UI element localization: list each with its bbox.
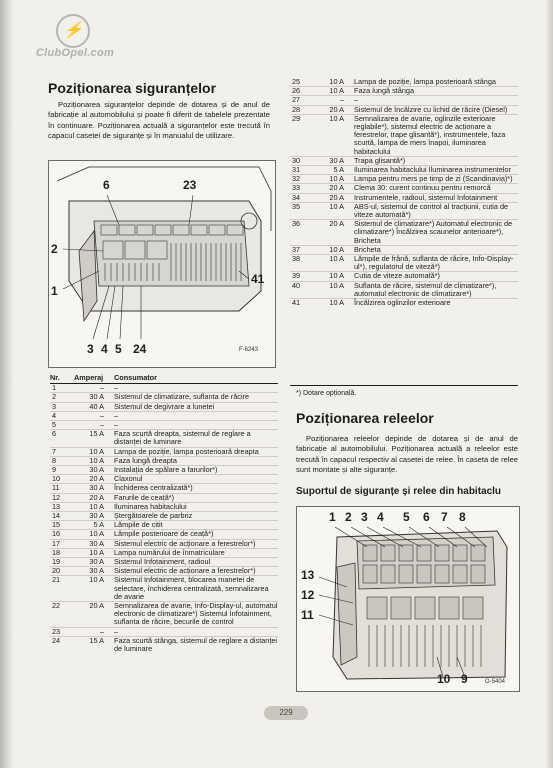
fuse-consumer: Sistemul de încălzire cu lichid de răcire (Diesel) bbox=[354, 105, 518, 114]
fuse-consumer: Sistemul de climatizare*) Automatul electronic de climatizare*) Încălzirea scaunelor anterioare*), Bricheta bbox=[354, 220, 518, 246]
fuse-number: 20 bbox=[50, 567, 74, 576]
fuse-consumer: Instalația de spălare a farurilor*) bbox=[114, 466, 278, 475]
fuse-number: 10 bbox=[50, 475, 74, 484]
fuse-row bbox=[290, 281, 518, 298]
fuse-callout-23: 23 bbox=[183, 178, 197, 192]
fuse-number: 19 bbox=[50, 558, 74, 567]
fuse-row bbox=[290, 299, 518, 308]
fuse-amperage: 10 A bbox=[74, 456, 114, 465]
fuse-amperage: 10 A bbox=[314, 299, 354, 308]
fuse-consumer: Faza lungă stânga bbox=[354, 87, 518, 96]
fuse-number: 1 bbox=[52, 383, 57, 393]
watermark-text: ClubOpel.com bbox=[35, 47, 115, 59]
fuse-number: 35 bbox=[290, 202, 314, 219]
fuse-amperage: 30 A bbox=[74, 512, 114, 521]
relay-callout-12: 12 bbox=[301, 588, 315, 602]
fuse-amperage: 15 A bbox=[74, 636, 114, 653]
fuse-consumer: – bbox=[114, 627, 278, 636]
fuse-number: 27 bbox=[290, 96, 314, 105]
column-header-consumator: Consumator bbox=[114, 374, 278, 384]
fuse-consumer: – bbox=[354, 96, 518, 105]
relay-intro-text: Poziționarea releelor depinde de dotarea și de anul de fabricație al automobilului. Poziționarea actuală a releelor este trecută în capacul respectiv al casetei de relee. În caseta de relee sunt montate și alte siguranțe. bbox=[296, 434, 518, 474]
fuse-amperage: 40 A bbox=[74, 402, 114, 411]
fuse-amperage: 10 A bbox=[314, 272, 354, 281]
fuse-number: 39 bbox=[290, 272, 314, 281]
fuse-row bbox=[50, 602, 278, 628]
fuse-row bbox=[290, 202, 518, 219]
fuse-number: 25 bbox=[292, 77, 301, 86]
fuse-row bbox=[50, 393, 278, 402]
fuse-callout-1: 1 bbox=[51, 284, 58, 298]
fuse-amperage: 30 A bbox=[74, 484, 114, 493]
fuse-consumer: Sistemul electric de acționare a ferestrelor*) bbox=[114, 539, 278, 548]
fuse-amperage: 20 A bbox=[314, 184, 354, 193]
fuse-amperage: 20 A bbox=[314, 193, 354, 202]
fuse-consumer: ABS-ul, sistemul de control al tracțiunii, cutia de viteze automată*) bbox=[354, 202, 518, 219]
fuse-row bbox=[50, 539, 278, 548]
relay-callout-4: 4 bbox=[377, 510, 384, 524]
fuse-number: 15 bbox=[50, 521, 74, 530]
fuse-row bbox=[290, 96, 518, 105]
fuse-number: 28 bbox=[290, 105, 314, 114]
fuse-consumer: Suflanta de răcire, sistemul de climatizare*), automatul electronic de climatizare*) bbox=[354, 281, 518, 298]
fuse-consumer: Cutia de viteze automată*) bbox=[354, 272, 518, 281]
fuse-consumer: Sistemul electric de acționare a ferestrelor*) bbox=[114, 567, 278, 576]
fuse-consumer: Claxonul bbox=[114, 475, 278, 484]
fuse-amperage: 20 A bbox=[74, 493, 114, 502]
fuse-row bbox=[50, 636, 278, 653]
fuse-box-drawing bbox=[49, 161, 275, 367]
fuse-number: 37 bbox=[290, 245, 314, 254]
page-edge bbox=[545, 0, 553, 768]
fuse-consumer: Încălzirea oglinzilor exterioare bbox=[354, 299, 518, 308]
column-header-nr: Nr. bbox=[50, 374, 74, 384]
fuse-number: 38 bbox=[290, 255, 314, 272]
fuse-number: 33 bbox=[290, 184, 314, 193]
relay-callout-8: 8 bbox=[459, 510, 466, 524]
fuse-number: 29 bbox=[290, 114, 314, 156]
fuse-number: 9 bbox=[50, 466, 74, 475]
fuse-amperage: 10 A bbox=[314, 281, 354, 298]
fuse-row bbox=[50, 402, 278, 411]
fuse-row bbox=[290, 255, 518, 272]
fuse-consumer: Clema 30: curent continuu pentru remorcă bbox=[354, 184, 518, 193]
fuse-consumer: Închiderea centralizată*) bbox=[114, 484, 278, 493]
fuse-intro-text: Poziționarea siguranțelor depinde de dotarea și de anul de fabricație al automobilului și poate fi diferit de tabelele prezentate în continuare. Poziționarea actuală a siguranțelor este trecută în capacul casetei de siguranțe și în manualul de utilizare. bbox=[48, 100, 270, 140]
fuse-amperage: 20 A bbox=[74, 475, 114, 484]
fuse-callout-5: 5 bbox=[115, 342, 122, 356]
fuse-amperage: 20 A bbox=[314, 220, 354, 246]
fuse-number: 24 bbox=[50, 636, 74, 653]
fuse-consumer: Lampa de poziție, lampa posterioară stânga bbox=[354, 77, 496, 86]
fuse-consumer: Sistemul Infotainment, blocarea manetei de selectare, închiderea centralizată, semnalizarea de avarie bbox=[114, 576, 278, 602]
fuse-amperage: 10 A bbox=[314, 175, 354, 184]
fuse-consumer: – bbox=[114, 411, 278, 420]
fuse-amperage: – bbox=[74, 421, 114, 430]
fuse-consumer: Instrumentele, radioul, sistemul Infotainment bbox=[354, 193, 518, 202]
fuse-row bbox=[290, 114, 518, 156]
fuse-row bbox=[50, 411, 278, 420]
fuse-amperage: 10 A bbox=[314, 87, 354, 96]
fuse-number: 31 bbox=[290, 166, 314, 175]
fuse-consumer: – bbox=[114, 421, 278, 430]
fuse-callout-4: 4 bbox=[101, 342, 108, 356]
fuse-figure-code: F-6243 bbox=[239, 347, 259, 353]
fuse-number: 17 bbox=[50, 539, 74, 548]
fuse-callout-24: 24 bbox=[133, 342, 147, 356]
fuse-amperage: 10 A bbox=[314, 114, 354, 156]
fuse-consumer: Iluminarea habitaclului Iluminarea instrumentelor bbox=[354, 166, 518, 175]
fuse-consumer: Sistemul Infotainment, radioul bbox=[114, 558, 278, 567]
fuse-amperage: 15 A bbox=[74, 430, 114, 447]
fuse-number: 6 bbox=[50, 430, 74, 447]
fuse-table-left bbox=[50, 374, 278, 653]
relay-callout-1: 1 bbox=[329, 510, 336, 524]
relay-callout-5: 5 bbox=[403, 510, 410, 524]
relay-callout-13: 13 bbox=[301, 568, 315, 582]
fuse-amperage: 10 A bbox=[329, 77, 344, 86]
fuse-consumer: Bricheta bbox=[354, 245, 518, 254]
fuse-consumer: Sistemul de degivrare a lunetei bbox=[114, 402, 278, 411]
relay-callout-3: 3 bbox=[361, 510, 368, 524]
relay-callout-9: 9 bbox=[461, 672, 468, 686]
fuse-row bbox=[50, 530, 278, 539]
fuse-row bbox=[290, 272, 518, 281]
fuse-amperage: 30 A bbox=[74, 466, 114, 475]
fuse-consumer: Semnalizarea de avarie, oglinzile exterioare reglabile*), sistemul electric de acționare a ferestrelor, trape glisantă*), instrumentele, faza scurtă, lampa de mers înapoi, iluminarea habitaclului bbox=[354, 114, 518, 156]
fuse-consumer: Ștergătoarele de parbriz bbox=[114, 512, 278, 521]
relay-section-title: Poziționarea releelor bbox=[296, 410, 434, 426]
fuse-consumer: Lămpile de citit bbox=[114, 521, 278, 530]
fuse-row bbox=[50, 627, 278, 636]
fuse-consumer: Lămpile de frână, suflanta de răcire, Info-Display-ul*), regulatorul de viteză*) bbox=[354, 255, 518, 272]
fuse-row bbox=[290, 105, 518, 114]
fuse-number: 22 bbox=[50, 602, 74, 628]
fuse-amperage: 30 A bbox=[314, 156, 354, 165]
clubopel-watermark bbox=[20, 14, 130, 64]
optional-footnote: *) Dotare opțională. bbox=[296, 390, 357, 397]
fuse-row bbox=[50, 493, 278, 502]
fuse-amperage: 20 A bbox=[314, 105, 354, 114]
fuse-amperage: 5 A bbox=[314, 166, 354, 175]
fuse-table-left-body bbox=[50, 384, 278, 654]
fuse-amperage: 10 A bbox=[314, 245, 354, 254]
relay-callout-6: 6 bbox=[423, 510, 430, 524]
relay-box-figure bbox=[296, 506, 520, 692]
fuse-callout-41: 41 bbox=[251, 272, 265, 286]
fuse-table-right bbox=[290, 78, 518, 307]
fuse-consumer: – bbox=[114, 383, 119, 393]
fuse-row bbox=[50, 512, 278, 521]
fuse-amperage: 10 A bbox=[74, 530, 114, 539]
fuse-amperage: 10 A bbox=[314, 255, 354, 272]
fuse-number: 16 bbox=[50, 530, 74, 539]
fuse-number: 40 bbox=[290, 281, 314, 298]
relay-figure-code: O-5404 bbox=[485, 679, 506, 685]
fuse-row bbox=[50, 576, 278, 602]
fuse-row bbox=[50, 466, 278, 475]
fuse-amperage: 10 A bbox=[74, 548, 114, 557]
fuse-amperage: – bbox=[74, 627, 114, 636]
fuse-number: 13 bbox=[50, 502, 74, 511]
fuse-number: 18 bbox=[50, 548, 74, 557]
fuse-callout-2: 2 bbox=[51, 242, 58, 256]
fuse-number: 26 bbox=[290, 87, 314, 96]
fuse-number: 3 bbox=[50, 402, 74, 411]
fuse-amperage: 10 A bbox=[74, 576, 114, 602]
fuse-number: 7 bbox=[50, 447, 74, 456]
fuse-amperage: – bbox=[99, 383, 104, 393]
fuse-section-title: Poziționarea siguranțelor bbox=[48, 80, 217, 96]
fuse-row bbox=[50, 484, 278, 493]
relay-callout-11: 11 bbox=[301, 608, 314, 622]
fuse-table-right-body bbox=[290, 78, 518, 307]
fuse-row bbox=[50, 447, 278, 456]
fuse-amperage: 20 A bbox=[74, 602, 114, 628]
fuse-number: 41 bbox=[290, 299, 314, 308]
relay-callout-7: 7 bbox=[441, 510, 448, 524]
fuse-amperage: – bbox=[314, 96, 354, 105]
fuse-row bbox=[290, 184, 518, 193]
relay-box-drawing bbox=[297, 507, 519, 691]
relay-figure-subtitle: Suportul de siguranțe și relee din habitaclu bbox=[296, 486, 502, 497]
fuse-consumer: Farurile de ceață*) bbox=[114, 493, 278, 502]
fuse-row bbox=[290, 87, 518, 96]
fuse-amperage: 10 A bbox=[74, 447, 114, 456]
fuse-number: 21 bbox=[50, 576, 74, 602]
fuse-consumer: Lampa pentru mers pe timp de zi (Scandinavia)*) bbox=[354, 175, 518, 184]
fuse-number: 5 bbox=[50, 421, 74, 430]
fuse-box-figure bbox=[48, 160, 276, 368]
fuse-consumer: Faza lungă dreapta bbox=[114, 456, 278, 465]
fuse-amperage: 30 A bbox=[74, 393, 114, 402]
fuse-amperage: 10 A bbox=[314, 202, 354, 219]
relay-callout-2: 2 bbox=[345, 510, 352, 524]
opel-logo-icon: ⚡ bbox=[56, 14, 90, 48]
fuse-consumer: Iluminarea habitaclului bbox=[114, 502, 278, 511]
fuse-consumer: Faza scurtă stânga, sistemul de reglare a distanței de luminare bbox=[114, 635, 278, 654]
fuse-number: 30 bbox=[290, 156, 314, 165]
fuse-number: 2 bbox=[50, 393, 74, 402]
table-end-rule bbox=[290, 385, 518, 386]
fuse-number: 32 bbox=[290, 175, 314, 184]
fuse-row bbox=[290, 193, 518, 202]
fuse-consumer: Sistemul de climatizare, suflanta de răcire bbox=[114, 393, 278, 402]
page-number: 229 bbox=[264, 706, 308, 720]
fuse-number: 36 bbox=[290, 220, 314, 246]
fuse-number: 23 bbox=[50, 627, 74, 636]
fuse-amperage: 5 A bbox=[74, 521, 114, 530]
page-binding bbox=[0, 0, 14, 768]
relay-callout-10: 10 bbox=[437, 672, 451, 686]
fuse-consumer: Faza scurtă dreapta, sistemul de reglare a distanței de luminare bbox=[114, 430, 278, 447]
fuse-amperage: – bbox=[74, 411, 114, 420]
fuse-number: 14 bbox=[50, 512, 74, 521]
fuse-consumer: Lampa de poziție, lampa posterioară dreapta bbox=[114, 447, 278, 456]
fuse-amperage: 30 A bbox=[74, 567, 114, 576]
fuse-number: 12 bbox=[50, 493, 74, 502]
fuse-consumer: Trapa glisantă*) bbox=[354, 156, 518, 165]
fuse-amperage: 30 A bbox=[74, 539, 114, 548]
fuse-consumer: Semnalizarea de avarie, Info-Display-ul, automatul electronic de climatizare*) Sistemul Infotainment, suflanta de răcire, becurile de control bbox=[114, 601, 278, 627]
fuse-number: 11 bbox=[50, 484, 74, 493]
fuse-consumer: Lampa numărului de înmatriculare bbox=[114, 548, 278, 557]
fuse-number: 8 bbox=[50, 456, 74, 465]
fuse-number: 4 bbox=[50, 411, 74, 420]
fuse-row bbox=[50, 430, 278, 447]
fuse-callout-6: 6 bbox=[103, 178, 110, 192]
column-header-amperaj: Amperaj bbox=[74, 374, 114, 384]
fuse-row bbox=[290, 220, 518, 246]
fuse-callout-3: 3 bbox=[87, 342, 94, 356]
fuse-consumer: Lămpile posterioare de ceață*) bbox=[114, 530, 278, 539]
fuse-number: 34 bbox=[290, 193, 314, 202]
fuse-amperage: 30 A bbox=[74, 558, 114, 567]
fuse-amperage: 10 A bbox=[74, 502, 114, 511]
